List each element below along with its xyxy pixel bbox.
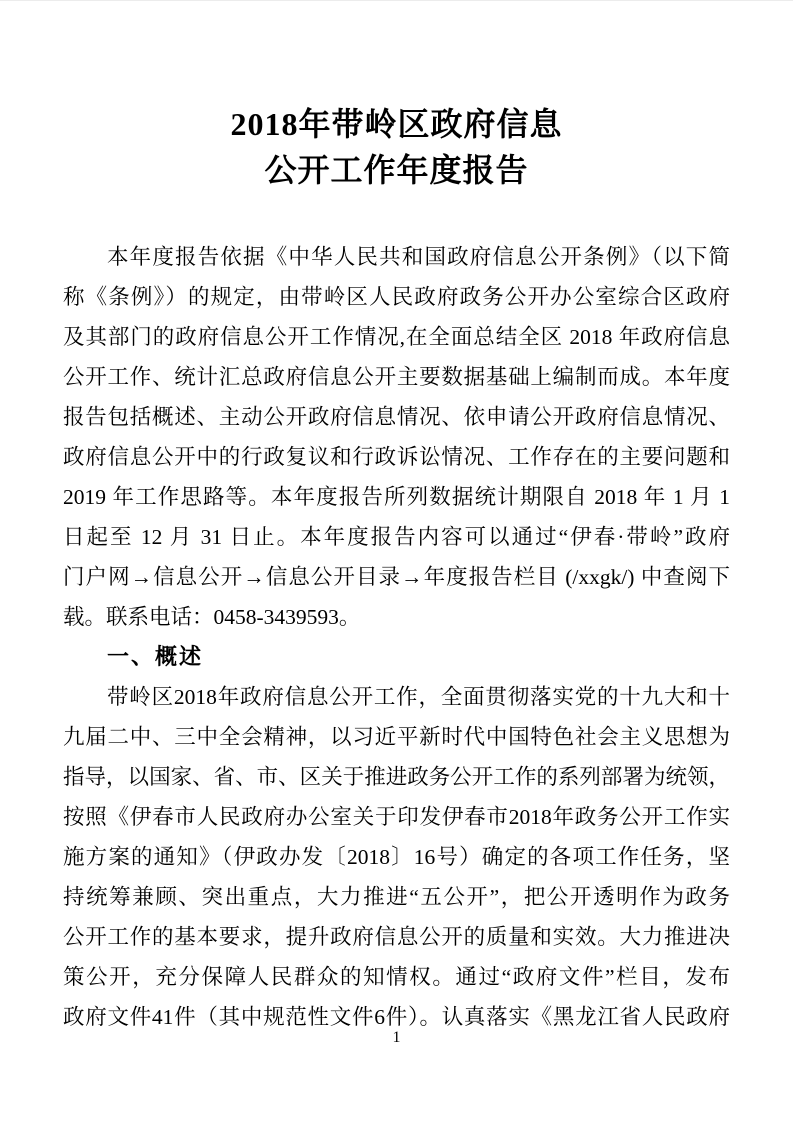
document-title-line-2: 公开工作年度报告 xyxy=(264,152,529,188)
paragraph-1-line: 报告包括概述、主动公开政府信息情况、依申请公开政府信息情况、 xyxy=(63,405,730,429)
paragraph-2-line: 九届二中、三中全会精神，以习近平新时代中国特色社会主义思想为 xyxy=(63,725,730,749)
paragraph-1-line: 称《条例》）的规定，由带岭区人民政府政务公开办公室综合区政府 xyxy=(63,285,730,309)
document-title xyxy=(0,1,793,193)
paragraph-1-line: 及其部门的政府信息公开工作情况,在全面总结全区 2018 年政府信息 xyxy=(63,325,730,349)
paragraph-2-line: 按照《伊春市人民政府办公室关于印发伊春市2018年政务公开工作实 xyxy=(63,805,730,829)
paragraph-1-line: 公开工作、统计汇总政府信息公开主要数据基础上编制而成。本年度 xyxy=(63,365,730,389)
document-title-line-1: 2018年带岭区政府信息 xyxy=(230,106,563,142)
paragraph-2-line: 带岭区2018年政府信息公开工作，全面贯彻落实党的十九大和十 xyxy=(107,685,730,709)
paragraph-2-line: 指导，以国家、省、市、区关于推进政务公开工作的系列部署为统领， xyxy=(63,765,730,789)
paragraph-1-line: 载。联系电话：0458-3439593。 xyxy=(63,605,361,629)
section-heading-overview: 一、概述 xyxy=(107,644,204,669)
paragraph-2-line: 公开工作的基本要求，提升政府信息公开的质量和实效。大力推进决 xyxy=(63,925,730,949)
document-body xyxy=(63,237,730,1037)
paragraph-2-line: 持统筹兼顾、突出重点，大力推进“五公开”，把公开透明作为政务 xyxy=(63,885,730,909)
page-number: 1 xyxy=(392,1029,401,1046)
paragraph-2-line: 策公开，充分保障人民群众的知情权。通过“政府文件”栏目，发布 xyxy=(63,965,730,989)
paragraph-1-line: 门户网→信息公开→信息公开目录→年度报告栏目 (/xxgk/) 中查阅下 xyxy=(63,565,730,589)
paragraph-1-line: 日起至 12 月 31 日止。本年度报告内容可以通过“伊春·带岭”政府 xyxy=(63,525,730,549)
paragraph-2-line: 政府文件41件（其中规范性文件6件）。认真落实《黑龙江省人民政府 xyxy=(63,1005,730,1029)
paragraph-1-line: 政府信息公开中的行政复议和行政诉讼情况、工作存在的主要问题和 xyxy=(63,445,730,469)
paragraph-2-line: 施方案的通知》（伊政办发〔2018〕16号）确定的各项工作任务，坚 xyxy=(63,845,730,869)
paragraph-1-line: 本年度报告依据《中华人民共和国政府信息公开条例》（以下简 xyxy=(107,245,730,269)
paragraph-1-line: 2019 年工作思路等。本年度报告所列数据统计期限自 2018 年 1 月 1 xyxy=(63,485,730,509)
